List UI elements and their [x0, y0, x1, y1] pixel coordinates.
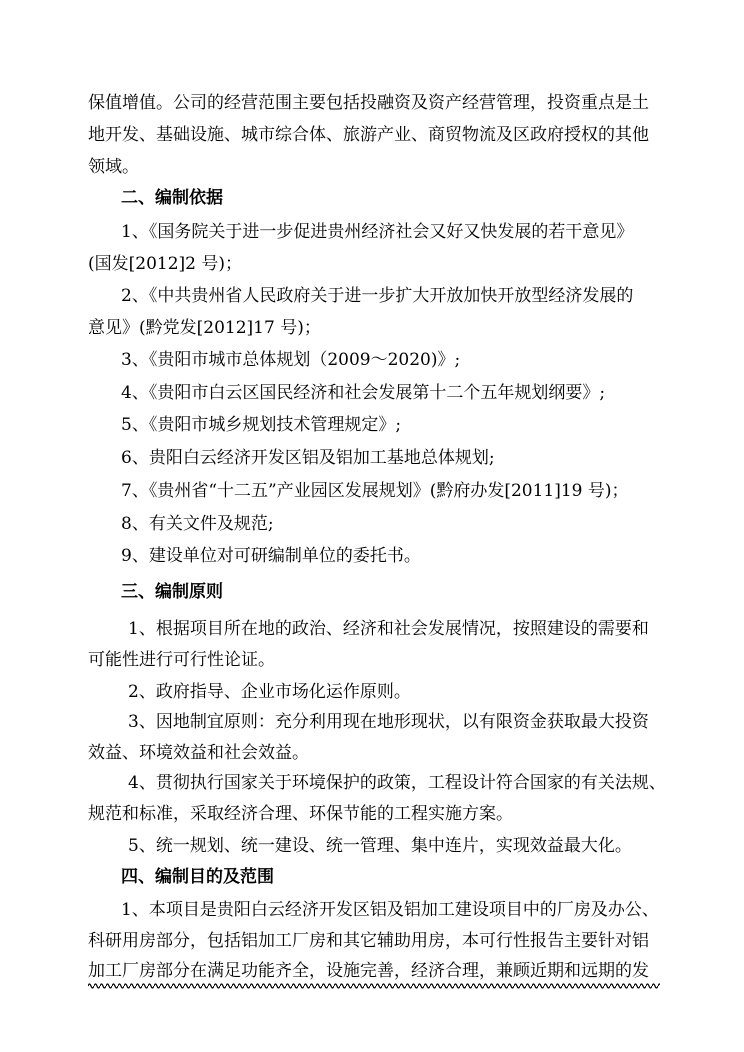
intro-line-2: 地开发、基础设施、城市综合体、旅游产业、商贸物流及区政府授权的其他	[88, 125, 649, 145]
purpose-item-1-continued-2: 加工厂房部分在满足功能齐全，设施完善，经济合理，兼顾近期和远期的发	[88, 961, 649, 981]
principle-item-3-continued: 效益、环境效益和社会效益。	[88, 743, 309, 763]
basis-item-8: 8、有关文件及规范;	[121, 514, 274, 534]
basis-item-7: 7、《贵州省“十二五”产业园区发展规划》(黔府办发[2011]19 号)；	[121, 481, 629, 501]
principle-item-1-continued: 可能性进行可行性论证。	[88, 650, 275, 670]
purpose-item-1: 1、本项目是贵阳白云经济开发区铝及铝加工建设项目中的厂房及办公、	[121, 900, 659, 920]
basis-item-1: 1、《国务院关于进一步促进贵州经济社会又好又快发展的若干意见》	[121, 222, 634, 242]
section-heading-principles: 三、编制原则	[121, 582, 223, 602]
principle-item-4: 4、贯彻执行国家关于环境保护的政策，工程设计符合国家的有关法规、	[128, 773, 666, 793]
intro-line-1: 保值增值。公司的经营范围主要包括投融资及资产经营管理，投资重点是土	[88, 93, 649, 113]
section-heading-basis: 二、编制依据	[121, 188, 223, 208]
principle-item-1: 1、根据项目所在地的政治、经济和社会发展情况，按照建设的需要和	[128, 619, 649, 639]
principle-item-5: 5、统一规划、统一建设、统一管理、集中连片，实现效益最大化。	[128, 836, 632, 856]
basis-item-3: 3、《贵阳市城市总体规划（2009～2020)》;	[121, 350, 461, 370]
basis-item-1-continued: (国发[2012]2 号)；	[88, 254, 243, 274]
basis-item-2: 2、《中共贵州省人民政府关于进一步扩大开放加快开放型经济发展的	[121, 286, 634, 306]
intro-line-3: 领域。	[88, 157, 139, 177]
purpose-item-1-continued: 科研用房部分，包括铝加工厂房和其它辅助用房，本可行性报告主要针对铝	[88, 931, 649, 951]
basis-item-4: 4、《贵阳市白云区国民经济和社会发展第十二个五年规划纲要》;	[121, 383, 606, 403]
principle-item-4-continued: 规范和标准，采取经济合理、环保节能的工程实施方案。	[88, 804, 513, 824]
basis-item-2-continued: 意见》(黔党发[2012]17 号)；	[88, 318, 321, 338]
wavy-separator-line	[88, 982, 660, 990]
basis-item-9: 9、建设单位对可研编制单位的委托书。	[121, 546, 421, 566]
principle-item-2: 2、政府指导、企业市场化运作原则。	[128, 682, 411, 702]
principle-item-3: 3、因地制宜原则：充分利用现在地形现状，以有限资金获取最大投资	[128, 712, 649, 732]
section-heading-purpose: 四、编制目的及范围	[121, 867, 274, 887]
basis-item-5: 5、《贵阳市城乡规划技术管理规定》;	[121, 415, 402, 435]
basis-item-6: 6、贵阳白云经济开发区铝及铝加工基地总体规划;	[121, 448, 495, 468]
